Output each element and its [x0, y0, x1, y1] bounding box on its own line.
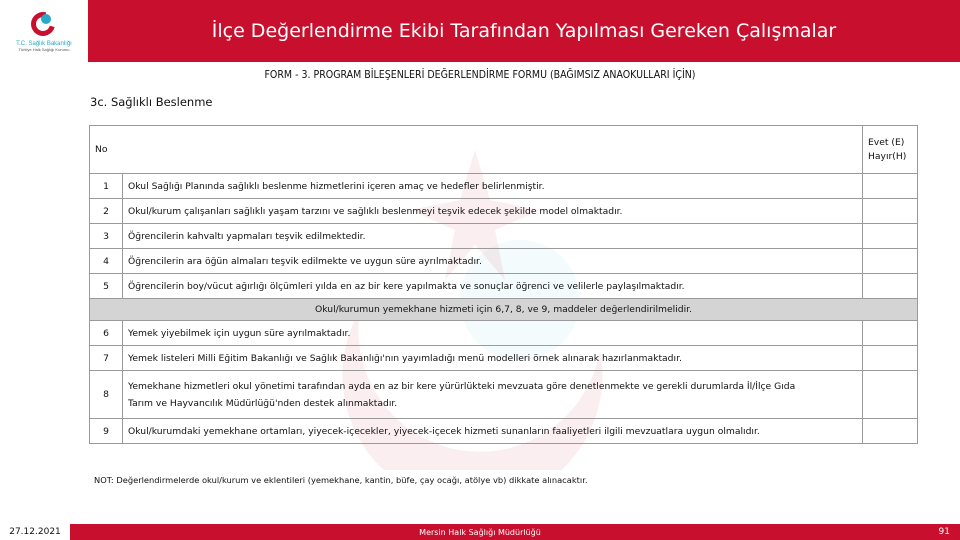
row-number: 7	[90, 346, 123, 371]
row-criterion: Okul/kurumdaki yemekhane ortamları, yiyecek-içecekler, yiyecek-içecek hizmeti sunanların faaliyetleri ilgili mevzuatlara uygun olmalıdır.	[123, 419, 863, 444]
table-row	[90, 419, 918, 444]
ministry-logo	[0, 0, 88, 62]
header-answer-yes: Evet (E)	[868, 136, 905, 148]
table-row	[90, 199, 918, 224]
row-criterion: Öğrencilerin boy/vücut ağırlığı ölçümleri yılda en az bir kere yapılmakta ve sonuçlar öğrenci ve velilerle paylaşılmaktadır.	[123, 274, 863, 299]
header-answer	[863, 126, 918, 174]
table-row	[90, 371, 918, 419]
logo-subtext: Türkiye Halk Sağlığı Kurumu	[18, 47, 70, 52]
table-header-row	[90, 126, 918, 174]
table-row	[90, 346, 918, 371]
row-criterion-line1: Yemekhane hizmetleri okul yönetimi tarafından ayda en az bir kere yürürlükteki mevzuata göre denetlenmekte ve gerekli durumlarda İl/İlçe Gıda	[128, 380, 796, 392]
evaluation-table	[89, 125, 918, 444]
table-row	[90, 249, 918, 274]
row-criterion-line2: Tarım ve Hayvancılık Müdürlüğü'nden destek alınmaktadır.	[128, 397, 398, 409]
table-row	[90, 274, 918, 299]
table-row	[90, 321, 918, 346]
row-number: 2	[90, 199, 123, 224]
section-title: 3c. Sağlıklı Beslenme	[90, 95, 213, 109]
row-number: 1	[90, 174, 123, 199]
row-number: 9	[90, 419, 123, 444]
separator-text: Okul/kurumun yemekhane hizmeti için 6,7, 8, ve 9, maddeler değerlendirilmelidir.	[90, 299, 918, 321]
header-no: No	[90, 126, 863, 174]
footer-bar	[0, 524, 960, 540]
row-criterion: Yemek yiyebilmek için uygun süre ayrılmaktadır.	[123, 321, 863, 346]
table-row	[90, 174, 918, 199]
page-number: 91	[938, 527, 950, 537]
answer-cell[interactable]	[863, 321, 918, 346]
row-criterion: Okul/kurum çalışanları sağlıklı yaşam tarzını ve sağlıklı beslenmeyi teşvik edecek şekilde model olmaktadır.	[123, 199, 863, 224]
answer-cell[interactable]	[863, 224, 918, 249]
separator-row	[90, 299, 918, 321]
header-bar	[0, 0, 960, 62]
note-text: NOT: Değerlendirmelerde okul/kurum ve eklentileri (yemekhane, kantin, büfe, çay ocağı, atölye vb) dikkate alınacaktır.	[94, 475, 588, 485]
row-number: 5	[90, 274, 123, 299]
row-criterion: Yemek listeleri Milli Eğitim Bakanlığı ve Sağlık Bakanlığı'nın yayımladığı menü modelleri örnek alınarak hazırlanmaktadır.	[123, 346, 863, 371]
answer-cell[interactable]	[863, 419, 918, 444]
answer-cell[interactable]	[863, 174, 918, 199]
row-number: 3	[90, 224, 123, 249]
row-number: 8	[90, 371, 123, 419]
answer-cell[interactable]	[863, 274, 918, 299]
form-title: FORM - 3. PROGRAM BİLEŞENLERİ DEĞERLENDİRME FORMU (BAĞIMSIZ ANAOKULLARI İÇİN)	[264, 69, 696, 81]
logo-text: T.C. Sağlık Bakanlığı	[16, 41, 72, 47]
answer-cell[interactable]	[863, 346, 918, 371]
row-number: 6	[90, 321, 123, 346]
answer-cell[interactable]	[863, 371, 918, 419]
header-answer-no: Hayır(H)	[868, 150, 907, 162]
answer-cell[interactable]	[863, 199, 918, 224]
row-number: 4	[90, 249, 123, 274]
logo-emblem-icon	[27, 10, 61, 40]
row-criterion	[123, 371, 863, 419]
slide-title: İlçe Değerlendirme Ekibi Tarafından Yapılması Gereken Çalışmalar	[211, 20, 837, 42]
row-criterion: Öğrencilerin ara öğün almaları teşvik edilmekte ve uygun süre ayrılmaktadır.	[123, 249, 863, 274]
table-row	[90, 224, 918, 249]
answer-cell[interactable]	[863, 249, 918, 274]
footer-organization: Mersin Halk Sağlığı Müdürlüğü	[419, 527, 541, 537]
row-criterion: Öğrencilerin kahvaltı yapmaları teşvik edilmektedir.	[123, 224, 863, 249]
row-criterion: Okul Sağlığı Planında sağlıklı beslenme hizmetlerini içeren amaç ve hedefler belirlenmiştir.	[123, 174, 863, 199]
footer-date: 27.12.2021	[0, 524, 70, 540]
